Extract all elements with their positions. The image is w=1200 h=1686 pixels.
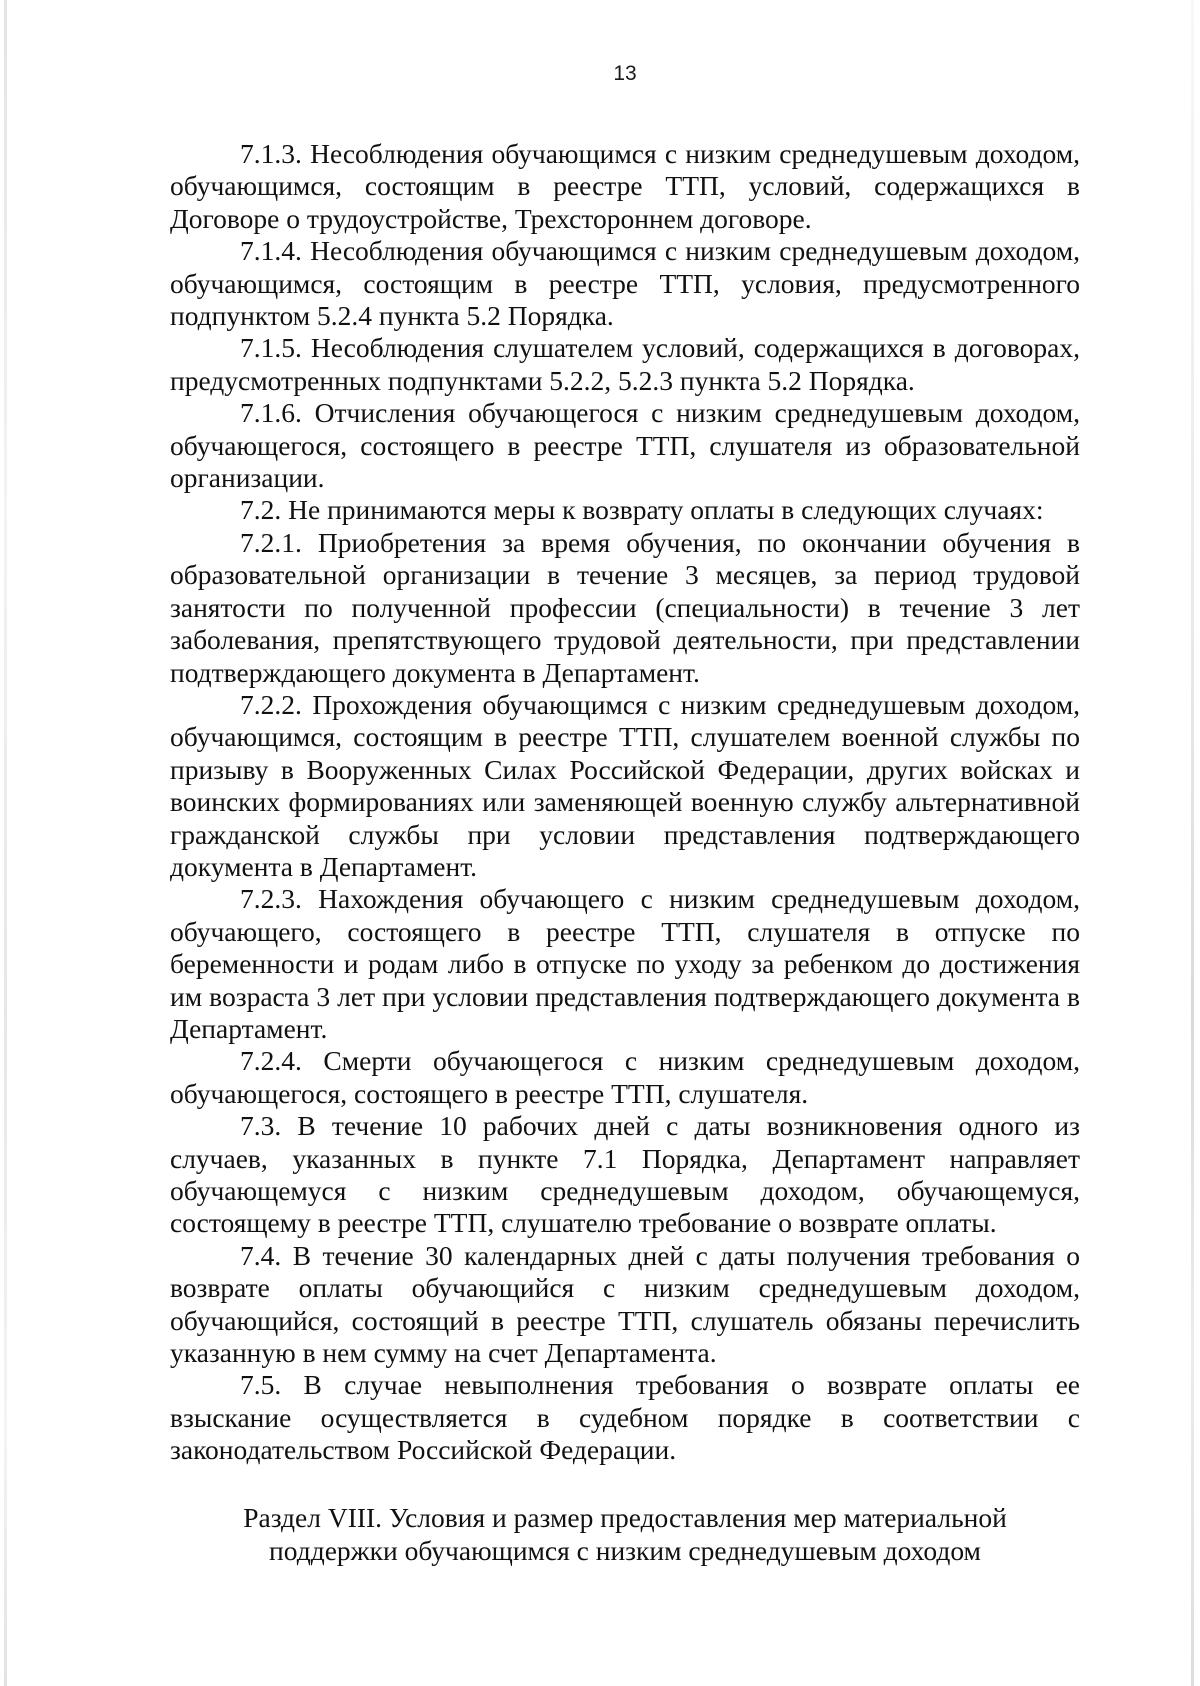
paragraph-7-2-3: 7.2.3. Нахождения обучающего с низким среднедушевым доходом, обучающего, состоящего в реестре ТТП, слушателя в отпуске по беременности и родам либо в отпуске по уходу за ребенком до достижения им возраста 3 лет при условии представления подтверждающего документа в Департамент. (170, 883, 1080, 1044)
scan-edge-right (1191, 0, 1194, 1686)
paragraph-7-1-3: 7.1.3. Несоблюдения обучающимся с низким среднедушевым доходом, обучающимся, состоящим в реестре ТТП, условий, содержащихся в Договоре о трудоустройстве, Трехстороннем договоре. (170, 138, 1080, 234)
section-heading (170, 1501, 1080, 1567)
paragraph-7-1-5: 7.1.5. Несоблюдения слушателем условий, содержащихся в договорах, предусмотренных подпунктами 5.2.2, 5.2.3 пункта 5.2 Порядка. (170, 332, 1080, 396)
paragraph-7-5: 7.5. В случае невыполнения требования о возврате оплаты ее взыскание осуществляется в судебном порядке в соответствии с законодательством Российской Федерации. (170, 1369, 1080, 1466)
paragraph-7-1-6: 7.1.6. Отчисления обучающегося с низким среднедушевым доходом, обучающегося, состоящего в реестре ТТП, слушателя из образовательной организации. (170, 397, 1080, 494)
paragraph-7-2-1: 7.2.1. Приобретения за время обучения, по окончании обучения в образовательной организации в течение 3 месяцев, за период трудовой занятости по полученной профессии (специальности) в течение 3 лет заболевания, препятствующего трудовой деятельности, при представлении подтверждающего документа в Департамент. (170, 526, 1080, 688)
paragraph-7-2: 7.2. Не принимаются меры к возврату оплаты в следующих случаях: (240, 494, 1044, 526)
paragraph-7-4: 7.4. В течение 30 календарных дней с даты получения требования о возврате оплаты обучающийся с низким среднедушевым доходом, обучающийся, состоящий в реестре ТТП, слушатель обязаны перечислить указанную в нем сумму на счет Департамента. (170, 1239, 1080, 1369)
paragraph-7-1-4: 7.1.4. Несоблюдения обучающимся с низким среднедушевым доходом, обучающимся, состоящим в реестре ТТП, условия, предусмотренного подпунктом 5.2.4 пункта 5.2 Порядка. (170, 235, 1080, 332)
section-heading-line-1: Раздел VIII. Условия и размер предоставления мер материальной (243, 1502, 1007, 1533)
scan-edge-left (4, 0, 7, 1686)
paragraph-7-2-2: 7.2.2. Прохождения обучающимся с низким среднедушевым доходом, обучающимся, состоящим в реестре ТТП, слушателем военной службы по призыву в Вооруженных Силах Российской Федерации, других войсках и воинских формированиях или заменяющей военную службу альтернативной гражданской службы при условии представления подтверждающего документа в Департамент. (170, 688, 1080, 882)
page-number: 13 (613, 62, 637, 85)
document-body (170, 138, 1080, 1467)
paragraph-7-2-4: 7.2.4. Смерти обучающегося с низким среднедушевым доходом, обучающегося, состоящего в реестре ТТП, слушателя. (170, 1045, 1080, 1109)
section-heading-line-2: поддержки обучающимся с низким среднедушевым доходом (269, 1535, 981, 1566)
paragraph-7-3: 7.3. В течение 10 рабочих дней с даты возникновения одного из случаев, указанных в пункте 7.1 Порядка, Департамент направляет обучающемуся с низким среднедушевым доходом, обучающемуся, состоящему в реестре ТТП, слушателю требование о возврате оплаты. (170, 1110, 1080, 1239)
